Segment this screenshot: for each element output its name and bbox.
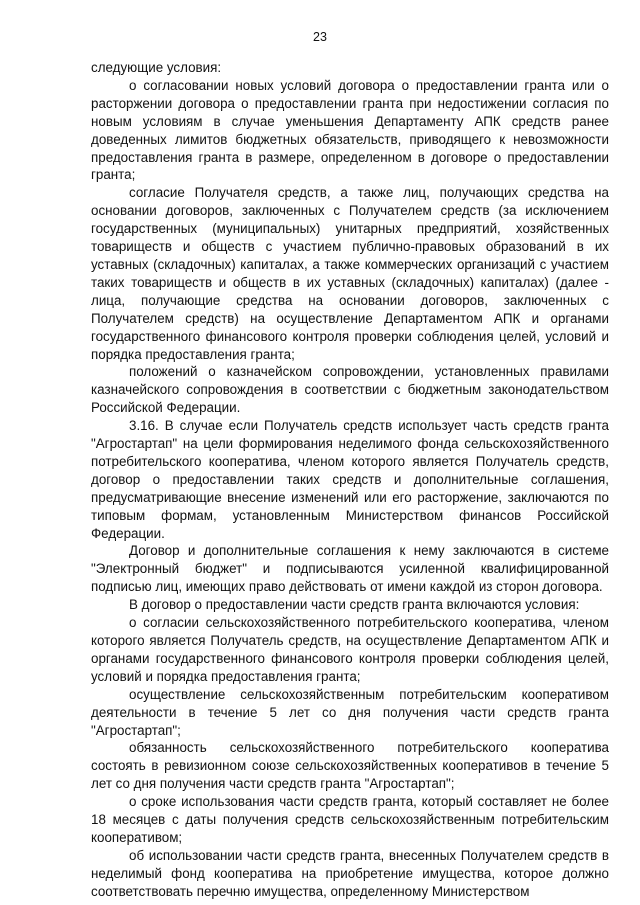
paragraph: об использовании части средств гранта, внесенных Получателем средств в неделимый фонд кооператива на приобретение имущества, которое должно соответствовать перечню имущества, определенному Министерством: [91, 847, 609, 899]
paragraph: Договор и дополнительные соглашения к нему заключаются в системе "Электронный бюджет" и подписываются усиленной квалифицированной подписью лиц, имеющих право действовать от имени каждой из сторон договора.: [91, 543, 609, 595]
paragraph: осуществление сельскохозяйственным потребительским кооперативом деятельности в течение 5 лет со дня получения части средств гранта "Агростартап";: [91, 686, 609, 738]
paragraph: согласие Получателя средств, а также лиц, получающих средства на основании договоров, заключенных с Получателем средств (за исключением государственных (муниципальных) унитарных предприятий, хозяйственных товариществ и обществ с участием публично-правовых образований в их уставных (складочных) капиталах, а также коммерческих организаций с участием таких товариществ и обществ в их уставных (складочных) капиталах) (далее - лица, получающие средства на основании договоров, заключенных с Получателем средств) на осуществление Департаментом АПК и органами государственного финансового контроля проверки соблюдения целей, условий и порядка предоставления гранта;: [91, 185, 609, 362]
paragraph: В договор о предоставлении части средств гранта включаются условия:: [129, 597, 580, 613]
paragraph: о сроке использования части средств гранта, который составляет не более 18 месяцев с даты получения средств сельскохозяйственным потребительским кооперативом;: [91, 794, 609, 845]
paragraph: о согласовании новых условий договора о предоставлении гранта или о расторжении договора о предоставлении гранта при недостижении согласия по новым условиям в случае уменьшения Департаменту АПК средств ранее доведенных лимитов бюджетных обязательств, приводящего к невозможности предоставления гранта в размере, определенном в договоре о предоставлении гранта;: [91, 77, 609, 183]
paragraph: обязанность сельскохозяйственного потребительского кооператива состоять в ревизионном союзе сельскохозяйственных кооперативов в течение 5 лет со дня получения части средств гранта "Агростартап";: [91, 740, 609, 792]
page-number: 23: [313, 30, 327, 44]
paragraph: положений о казначейском сопровождении, установленных правилами казначейского сопровождения в соответствии с бюджетным законодательством Российской Федерации.: [91, 364, 609, 416]
paragraph-section-3-16: 3.16. В случае если Получатель средств использует часть средств гранта "Агростартап" на цели формирования неделимого фонда сельскохозяйственного потребительского кооператива, членом которого является Получатель средств, договор о предоставлении таких средств и дополнительные соглашения, предусматривающие внесение изменений или его расторжение, заключаются по типовым формам, установленным Министерством финансов Российской Федерации.: [91, 418, 609, 541]
paragraph: о согласии сельскохозяйственного потребительского кооператива, членом которого является Получатель средств, на осуществление Департаментом АПК и органами государственного финансового контроля проверки соблюдения целей, условий и порядка предоставления гранта;: [91, 615, 609, 684]
document-body: [91, 59, 609, 901]
paragraph-continuation: следующие условия:: [91, 60, 222, 75]
